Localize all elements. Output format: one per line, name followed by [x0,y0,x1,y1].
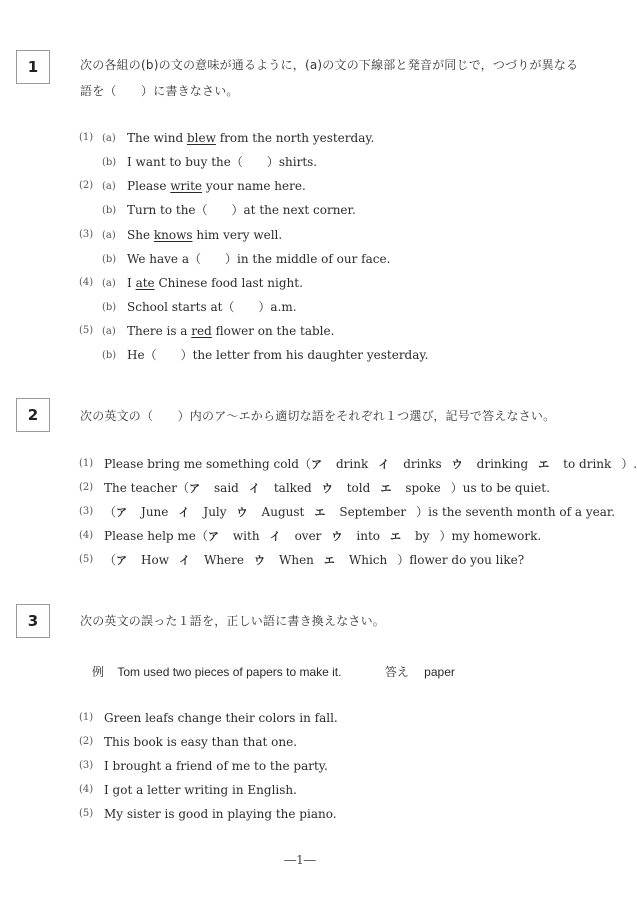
q2-choice-symbol: イ [178,506,190,519]
q1-sentence-a-post: flower on the table. [211,324,335,338]
example-text: Tom used two pieces of papers to make it. [117,665,342,679]
q2-choice-word: into [356,529,381,543]
q2-choice-symbol: ウ [321,482,333,495]
q1-sentence-a [127,227,282,243]
q1-sub-a-label: (a) [102,181,116,192]
q3-sentence: I brought a friend of me to the party. [104,759,328,773]
q2-choice-word: talked [273,481,312,495]
q1-sentence-a-pre: There is a [127,324,192,338]
q1-item-number: (2) [79,180,94,191]
q1-underlined-word: ate [135,276,155,290]
q1-sub-b-label: (b) [102,302,117,313]
q1-item-number: (1) [79,132,94,143]
q2-choice-word: September [339,505,407,519]
example-label: 例 [92,665,105,679]
question-1-instruction: 次の各組の(b)の文の意味が通るように，(a)の文の下線部と発音が同じで，つづりが異なる語を（ ）に書きなさい。 [80,58,579,98]
q2-choice-symbol: ア [207,530,219,543]
q2-choice-word: drink [335,457,369,471]
q1-underlined-word: blew [186,131,216,145]
q1-sentence-b: I want to buy the（ ）shirts. [127,155,318,169]
q1-underlined-word: red [191,324,212,338]
q2-sentence-pre: Please bring me something cold（ [104,457,311,471]
q2-choice-word: August [261,505,305,519]
q2-choice-word: to drink [563,457,612,471]
q2-sentence [104,480,550,497]
q1-sentence-b: We have a（ ）in the middle of our face. [127,252,391,266]
example-answer-label: 答え [384,665,409,679]
q2-sentence [104,528,541,545]
q1-sentence-a [127,323,334,339]
q2-sentence-post: ）is the seventh month of a year. [416,505,616,519]
q1-sentence-a-pre: The wind [127,131,187,145]
q2-sentence [104,504,615,521]
q2-choice-symbol: ア [116,554,128,567]
q3-item-number: (5) [79,808,94,819]
question-3-instruction: 次の英文の誤った１語を，正しい語に書き換えなさい。 [80,614,386,628]
q2-choice-symbol: ア [310,458,322,471]
q1-sentence-a [127,275,303,291]
q2-choice-word: spoke [405,481,441,495]
q1-sentence-a-pre: I [127,276,136,290]
q1-sentence-a-pre: She [127,228,154,242]
q1-item-number: (4) [79,277,94,288]
q2-sentence [104,456,637,473]
q1-sentence-a-post: from the north yesterday. [215,131,375,145]
q1-sub-b-label: (b) [102,205,117,216]
q2-choice-symbol: ウ [236,506,248,519]
q1-sub-b-label: (b) [102,350,117,361]
q2-choice-symbol: イ [378,458,390,471]
q2-item-number: (4) [79,530,94,541]
q2-sentence-post: ）my homework. [439,529,542,543]
q2-choice-symbol: ウ [451,458,463,471]
q3-item-number: (3) [79,760,94,771]
q2-choice-symbol: ア [116,506,128,519]
q2-item-number: (5) [79,554,94,565]
q2-choice-word: with [232,529,260,543]
q1-sub-b-label: (b) [102,254,117,265]
q2-choice-symbol: イ [178,554,190,567]
q2-sentence-post: ）us to be quiet. [450,481,550,495]
question-2-instruction: 次の英文の（ ）内のア～エから適切な語をそれぞれ１つ選び，記号で答えなさい。 [80,409,556,423]
example-answer: paper [424,665,455,679]
q2-sentence-pre: （ [104,553,117,567]
q1-underlined-word: knows [153,228,193,242]
q2-item-number: (1) [79,458,94,469]
q2-choice-symbol: ア [189,482,201,495]
q2-choice-word: over [294,529,322,543]
q2-choice-symbol: エ [323,554,335,567]
q1-sentence-a-pre: Please [127,179,171,193]
q2-choice-word: How [141,553,169,567]
q2-choice-symbol: エ [380,482,392,495]
q2-choice-word: said [214,481,239,495]
question-1-number-box [16,50,50,84]
q2-sentence-pre: The teacher（ [104,481,190,495]
q2-choice-symbol: ウ [254,554,265,567]
q1-sentence-b: He（ ）the letter from his daughter yesterday. [127,348,429,362]
question-3-number-box [16,604,50,638]
q2-item-number: (2) [79,482,94,493]
q3-sentence: I got a letter writing in English. [104,783,297,797]
q1-sentence-a-post: him very well. [192,228,283,242]
q2-choice-word: Where [203,553,244,567]
q1-underlined-word: write [170,179,203,193]
q1-item-number: (5) [79,325,94,336]
q2-choice-word: drinks [403,457,442,471]
q1-sentence-a-post: your name here. [202,179,306,193]
q2-choice-symbol: エ [390,530,402,543]
q2-choice-word: told [346,481,371,495]
q1-sentence-a [127,130,374,146]
page-number: ―1― [284,853,316,867]
q3-item-number: (4) [79,784,94,795]
q3-sentence: My sister is good in playing the piano. [104,807,337,821]
q2-choice-symbol: エ [538,458,550,471]
q1-sub-a-label: (a) [102,278,116,289]
question-2-number: 2 [27,406,39,424]
q1-sub-b-label: (b) [102,157,117,168]
question-2-number-box [16,398,50,432]
q1-sentence-b: School starts at（ ）a.m. [127,300,297,314]
q1-sentence-a-post: Chinese food last night. [154,276,303,290]
q2-choice-word: by [415,529,430,543]
q1-item-number: (3) [79,229,94,240]
question-3-number: 3 [27,612,39,630]
q2-sentence-post: ）flower do you like? [397,553,525,567]
example-line [92,663,455,680]
q2-choice-symbol: イ [248,482,260,495]
q2-choice-symbol: エ [314,506,326,519]
q1-sentence-a [127,178,306,194]
q2-sentence-pre: Please help me（ [104,529,208,543]
q2-choice-word: drinking [476,457,529,471]
q3-item-number: (2) [79,736,94,747]
q3-sentence: Green leafs change their colors in fall. [104,711,338,725]
q2-choice-word: Which [348,553,388,567]
q2-sentence-pre: （ [104,505,117,519]
q3-sentence: This book is easy than that one. [104,735,298,749]
q2-sentence [104,552,524,569]
q2-choice-word: July [203,505,227,519]
q2-choice-symbol: ウ [331,530,343,543]
q2-choice-word: When [279,553,314,567]
question-1-number: 1 [27,58,39,76]
q2-sentence-post: ）. [621,457,637,471]
q2-item-number: (3) [79,506,94,517]
q1-sentence-b: Turn to the（ ）at the next corner. [127,203,356,217]
q1-sub-a-label: (a) [102,133,116,144]
q3-item-number: (1) [79,712,94,723]
q1-sub-a-label: (a) [102,230,116,241]
q2-choice-symbol: イ [269,530,281,543]
q2-choice-word: June [141,505,169,519]
q1-sub-a-label: (a) [102,326,116,337]
